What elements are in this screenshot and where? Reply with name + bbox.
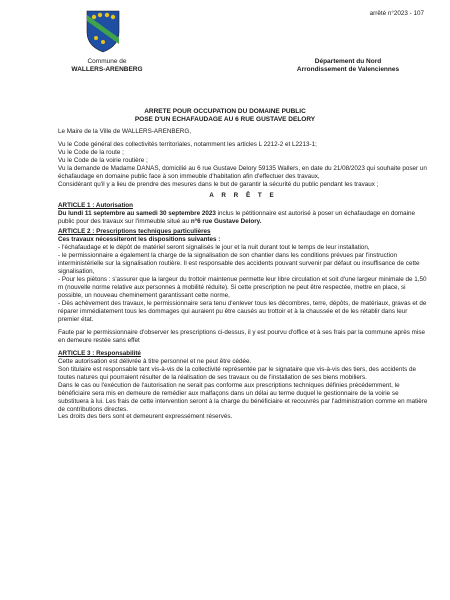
arrete-heading: A R R Ê T E [209,191,277,199]
article-2-faute: Faute par le permissionnaire d'observer les prescriptions ci-dessus, il y est pourvu d'office et à ses frais par la commune après mise en demeure restée sans effet [58,328,425,344]
article-1-address: n°6 rue Gustave Delory. [190,217,262,225]
commune-header [52,58,162,74]
article-2-item: - Dès achèvement des travaux, le permissionnaire sera tenu d'enlever tous les décombres, terre, dépôts, de matériaux, gravas et de réparer immédiatement tous les dommages qui auraient pu être causés au trottoir et à la chaussée et de les rétablir dans leur premier état. [58,300,427,323]
department-header [278,58,418,74]
article-3-heading: ARTICLE 3 : Responsabilité [58,349,141,357]
article-2-item: - l'échafaudage et le dépôt de matériel seront signalisés le jour et la nuit durant tout le temps de leur installation, [58,244,370,252]
article-3-paragraph: Les droits des tiers sont et demeurent expressément réservés. [58,413,233,421]
considerant-line: Considérant qu'il y a lieu de prendre des mesures dans le but de garantir la sécurité du public pendant les travaux ; [58,180,379,188]
title-line-1: ARRETE POUR OCCUPATION DU DOMAINE PUBLIC [144,108,306,115]
article-2-subheading: Ces travaux nécessiteront les dispositions suivantes : [58,236,221,244]
article-3-paragraph: Cette autorisation est délivrée à titre personnel et ne peut être cédée. [58,357,252,365]
commune-name: WALLERS-ARENBERG [71,66,143,73]
vu-line-4: Vu la demande de Madame DANAS, domicilié au 6 rue Gustave Delory 59135 Wallers, en date du 21/08/2023 qui souhaite poser un échafaudage en domaine public face à son immeuble d'habitation afin d'effectuer des travaux, [58,164,427,180]
article-1-heading: ARTICLE 1 : Autorisation [58,201,133,209]
arrete-number: arrêté n°2023 - 107 [369,10,424,17]
article-1-dates: Du lundi 11 septembre au samedi 30 septembre 2023 [58,209,216,217]
article-3-paragraph: Dans le cas ou l'exécution de l'autorisation ne serait pas conforme aux prescriptions techniques définies précédemment, le bénéficiaire sera mis en demeure de remédier aux malfaçons dans un délai au terme duquel le gestionnaire de la voirie se substituera à lui. Les frais de cette intervention seront à la charge du bénéficiaire et recouvrés par l'administration comme en matière de contributions directes. [58,381,428,413]
document-title [40,108,410,124]
article-2-item: - le permissionnaire a également la charge de la signalisation de son chantier dans les conditions prévues par l'instruction interministérielle sur la signalisation routière. Il est responsable des accidents pouvant survenir par défaut ou insuffisance de cette signalisation, [58,252,420,276]
title-line-2: POSE D'UN ECHAFAUDAGE AU 6 RUE GUSTAVE DELORY [134,116,316,123]
coat-of-arms-icon [84,8,122,54]
article-2-item: - Pour les piétons : s'assurer que la largeur du trottoir maintenue permette leur libre circulation et soit d'une largeur minimale de 1,50 m (nouvelle norme relative aux personnes à mobilité réduite). Si cette prescription ne peut être respectée, mettre en place, si possible, un nouveau cheminement garantissant cette norme, [58,276,427,300]
article-3-paragraph: Son titulaire est responsable tant vis-à-vis de la collectivité représentée par le signataire que vis-à-vis des tiers, des accidents de toutes natures qui pourraient résulter de la réalisation de ses travaux ou de l'installation de ses biens mobiliers. [58,365,417,381]
vu-line-2: Vu le Code de la route ; [58,148,124,156]
commune-label: Commune de [87,58,127,65]
document-body [58,128,428,421]
article-1-text [58,210,428,226]
vu-line-3: Vu le Code de la voirie routière ; [58,156,148,164]
maire-line: Le Maire de la Ville de WALLERS-ARENBERG, [58,128,191,135]
arrondissement-name: Arrondissement de Valenciennes [296,66,400,73]
vu-line-1: Vu le Code général des collectivités territoriales, notamment les articles L 2212-2 et L2213-1; [58,140,317,148]
article-1-body: inclus le pétitionnaire est autorisé à poser un échafaudage en domaine public pour des travaux sur l'immeuble situé au [58,209,416,225]
department-name: Département du Nord [314,58,382,65]
article-2-heading: ARTICLE 2 : Prescriptions techniques particulières [58,228,211,236]
